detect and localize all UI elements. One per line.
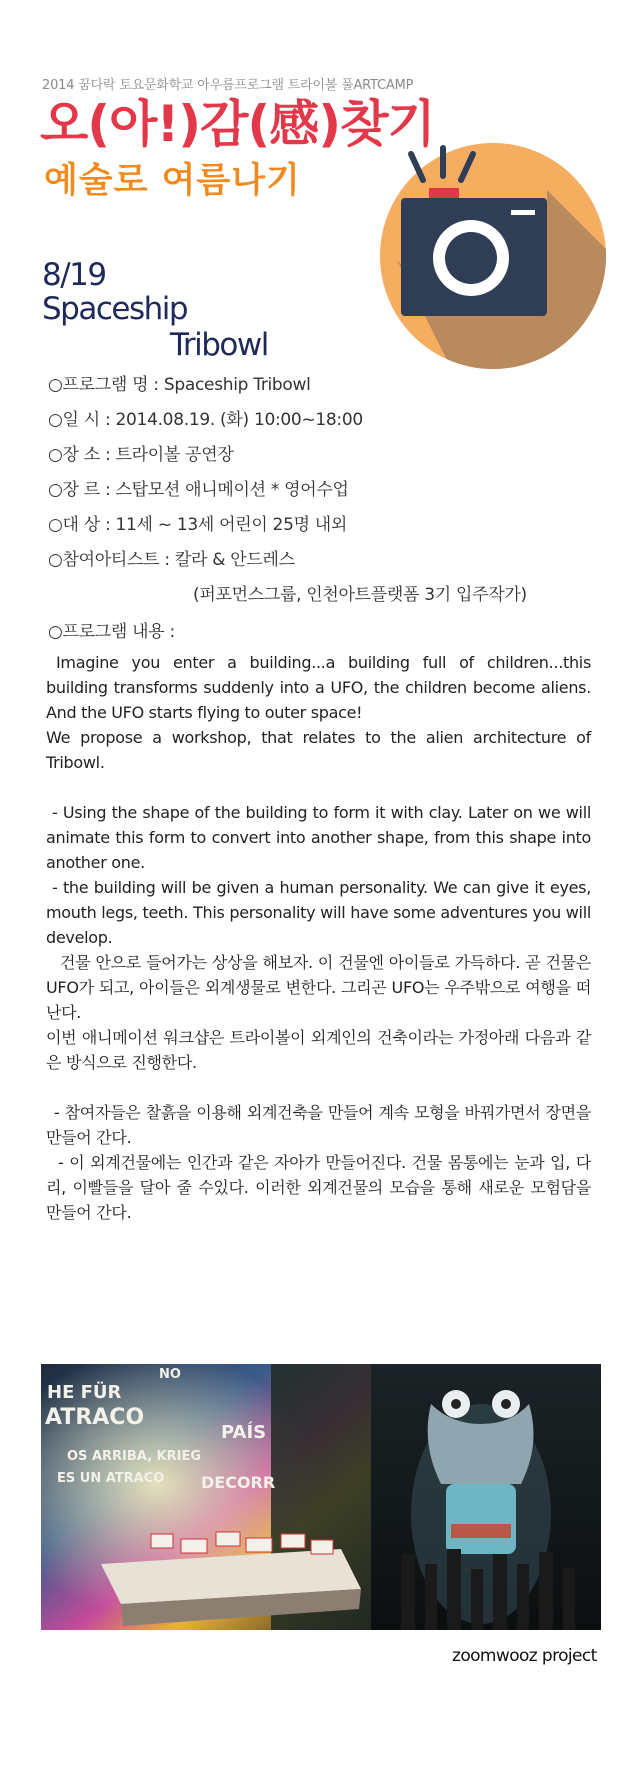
photo-protest-model bbox=[41, 1364, 371, 1630]
event-name-line2: Tribowl bbox=[170, 327, 268, 363]
sign-text-6: ES UN ATRACO bbox=[57, 1471, 165, 1486]
program-line: 2014 꿈다락 토요문화학교 아우름프로그램 트라이볼 풀ARTCAMP bbox=[42, 78, 414, 93]
info-datetime: ○일 시 : 2014.08.19. (화) 10:00~18:00 bbox=[48, 410, 363, 430]
info-artists: ○참여아티스트 : 칼라 & 안드레스 bbox=[48, 550, 295, 570]
sign-text-4: PAÍS bbox=[221, 1422, 267, 1443]
sign-text-2: HE FÜR bbox=[47, 1382, 122, 1403]
content-english-p2: We propose a workshop, that relates to the alien architecture of Tribowl. bbox=[46, 728, 591, 772]
event-date: 8/19 bbox=[42, 257, 106, 293]
info-genre: ○장 르 : 스탑모션 애니메이션 * 영어수업 bbox=[48, 480, 349, 500]
page-title: 오(아!)감(感)찾기 bbox=[40, 95, 435, 153]
sign-text-5: OS ARRIBA, KRIEG bbox=[67, 1449, 202, 1464]
workshop-photos bbox=[41, 1364, 601, 1630]
info-content-label: ○프로그램 내용 : bbox=[48, 622, 175, 642]
content-english-p4: - the building will be given a human personality. We can give it eyes, mouth legs, teeth. This personality will have some adventures you will develop. bbox=[46, 878, 591, 947]
content-korean-p1: 건물 안으로 들어가는 상상을 해보자. 이 건물엔 아이들로 가득하다. 곧 건물은 UFO가 되고, 아이들은 외계생물로 변한다. 그리곤 UFO는 우주밖으로 여행을 떠난다. bbox=[46, 953, 591, 1022]
info-target: ○대 상 : 11세 ~ 13세 어린이 25명 내외 bbox=[48, 515, 348, 535]
info-artists-note: (퍼포먼스그룹, 인천아트플랫폼 3기 입주작가) bbox=[193, 585, 527, 605]
photo-robot-figure bbox=[371, 1364, 601, 1630]
content-korean-p4: - 이 외계건물에는 인간과 같은 자아가 만들어진다. 건물 몸통에는 눈과 입, 다리, 이빨들을 달아 줄 수있다. 이러한 외계건물의 모습을 통해 새로운 모험담을 만들어 간다. bbox=[46, 1153, 591, 1222]
info-place: ○장 소 : 트라이볼 공연장 bbox=[48, 445, 234, 465]
info-program-name: ○프로그램 명 : Spaceship Tribowl bbox=[48, 375, 311, 395]
camera-icon bbox=[367, 140, 619, 372]
project-credit: zoomwooz project bbox=[452, 1646, 597, 1666]
content-english-p3: - Using the shape of the building to form it with clay. Later on we will animate this form to convert into another shape, from this shape into another one. bbox=[46, 803, 591, 872]
event-name-line1: Spaceship bbox=[42, 291, 188, 327]
page-subtitle: 예술로 여름나기 bbox=[44, 161, 301, 201]
content-english-p1: Imagine you enter a building...a building full of children...this building transforms suddenly into a UFO, the children become aliens. And the UFO starts flying to outer space! bbox=[46, 653, 591, 722]
sign-text-1: NO bbox=[159, 1367, 181, 1382]
sign-text-7: DECORR bbox=[201, 1473, 276, 1492]
content-korean-p3: - 참여자들은 찰흙을 이용해 외계건축을 만들어 계속 모형을 바꿔가면서 장면을 만들어 간다. bbox=[46, 1103, 591, 1147]
content-korean-p2: 이번 애니메이션 워크샵은 트라이볼이 외계인의 건축이라는 가정아래 다음과 같은 방식으로 진행한다. bbox=[46, 1028, 591, 1072]
sign-text-3: ATRACO bbox=[45, 1405, 145, 1430]
